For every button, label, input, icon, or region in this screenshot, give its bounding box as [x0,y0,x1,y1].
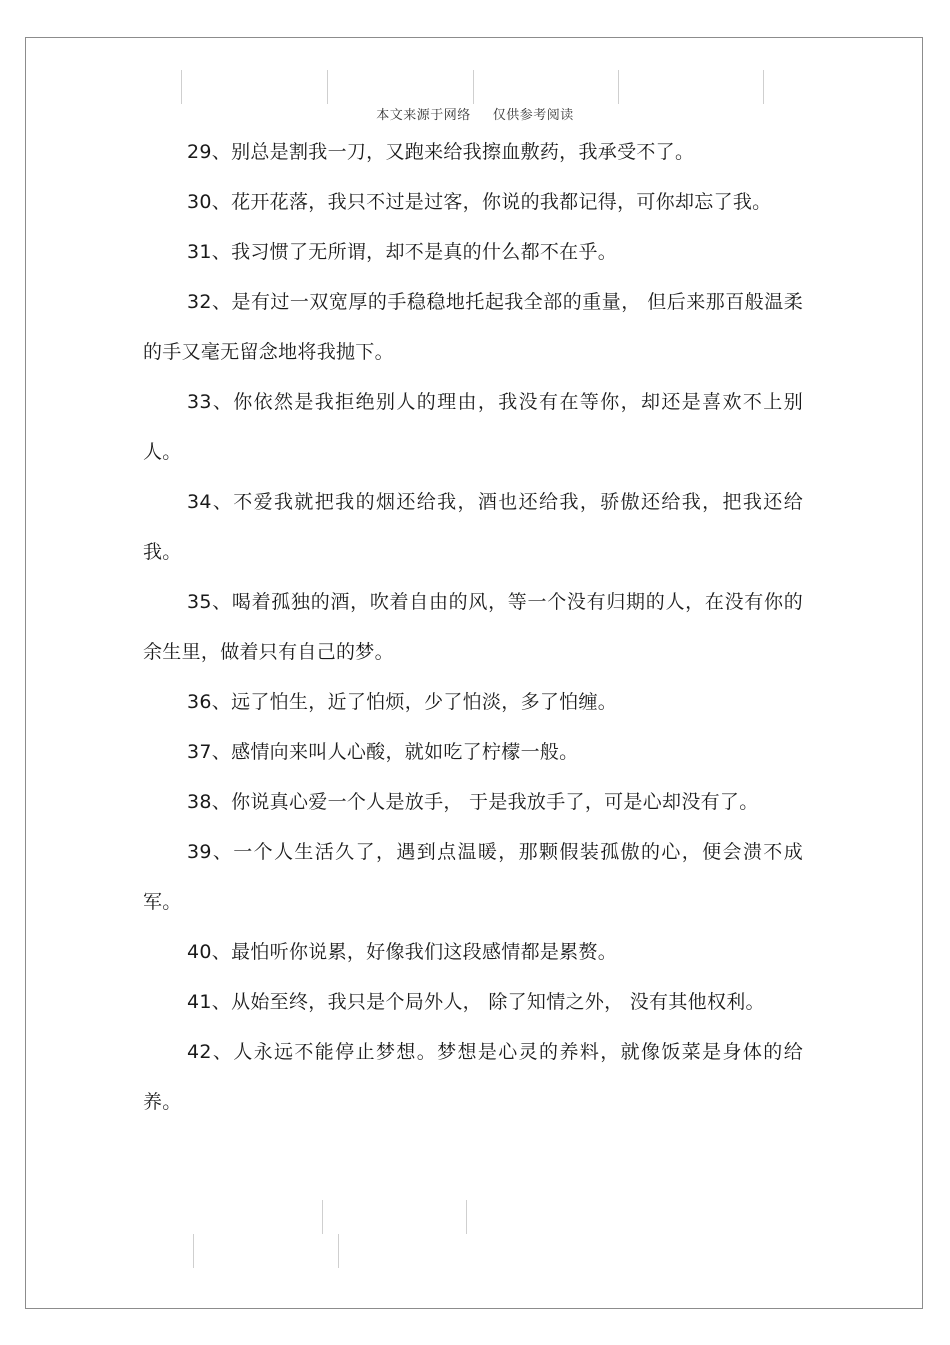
paragraph-29: 29、别总是割我一刀，又跑来给我擦血敷药，我承受不了。 [187,141,695,163]
paragraph-30: 30、花开花落，我只不过是过客，你说的我都记得，可你却忘了我。 [187,191,772,213]
paragraph-34: 34、不爱我就把我的烟还给我，酒也还给我，骄傲还给我，把我还给我。 [143,491,803,563]
paragraph-40: 40、最怕听你说累，好像我们这段感情都是累赘。 [187,941,618,963]
top-rule-1 [181,70,182,104]
top-rule-4 [618,70,619,104]
top-rule-3 [473,70,474,104]
paragraph-42: 42、人永远不能停止梦想。梦想是心灵的养料，就像饭菜是身体的给养。 [143,1041,803,1113]
paragraph-39: 39、一个人生活久了，遇到点温暖，那颗假装孤傲的心，便会溃不成军。 [143,841,803,913]
document-body [143,127,803,1127]
paragraph-38: 38、你说真心爱一个人是放手， 于是我放手了，可是心却没有了。 [187,791,759,813]
header-note [0,104,950,123]
top-rule-5 [763,70,764,104]
bottom-rule-2 [466,1200,467,1234]
paragraph-31: 31、我习惯了无所谓，却不是真的什么都不在乎。 [187,241,618,263]
bottom-rule-1 [322,1200,323,1234]
top-rule-2 [327,70,328,104]
paragraph-32: 32、是有过一双宽厚的手稳稳地托起我全部的重量， 但后来那百般温柔的手又毫无留念地将我抛下。 [143,291,803,363]
paragraph-36: 36、远了怕生，近了怕烦，少了怕淡，多了怕缠。 [187,691,618,713]
paragraph-33: 33、你依然是我拒绝别人的理由，我没有在等你，却还是喜欢不上别人。 [143,391,803,463]
bottom-rule-3 [193,1234,194,1268]
paragraph-37: 37、感情向来叫人心酸，就如吃了柠檬一般。 [187,741,579,763]
bottom-rule-4 [338,1234,339,1268]
reference-note: 仅供参考阅读 [492,108,574,123]
paragraph-35: 35、喝着孤独的酒，吹着自由的风，等一个没有归期的人，在没有你的余生里，做着只有自己的梦。 [143,591,803,663]
source-note: 本文来源于网络 [376,108,471,123]
paragraph-41: 41、从始至终，我只是个局外人， 除了知情之外， 没有其他权利。 [187,991,765,1013]
